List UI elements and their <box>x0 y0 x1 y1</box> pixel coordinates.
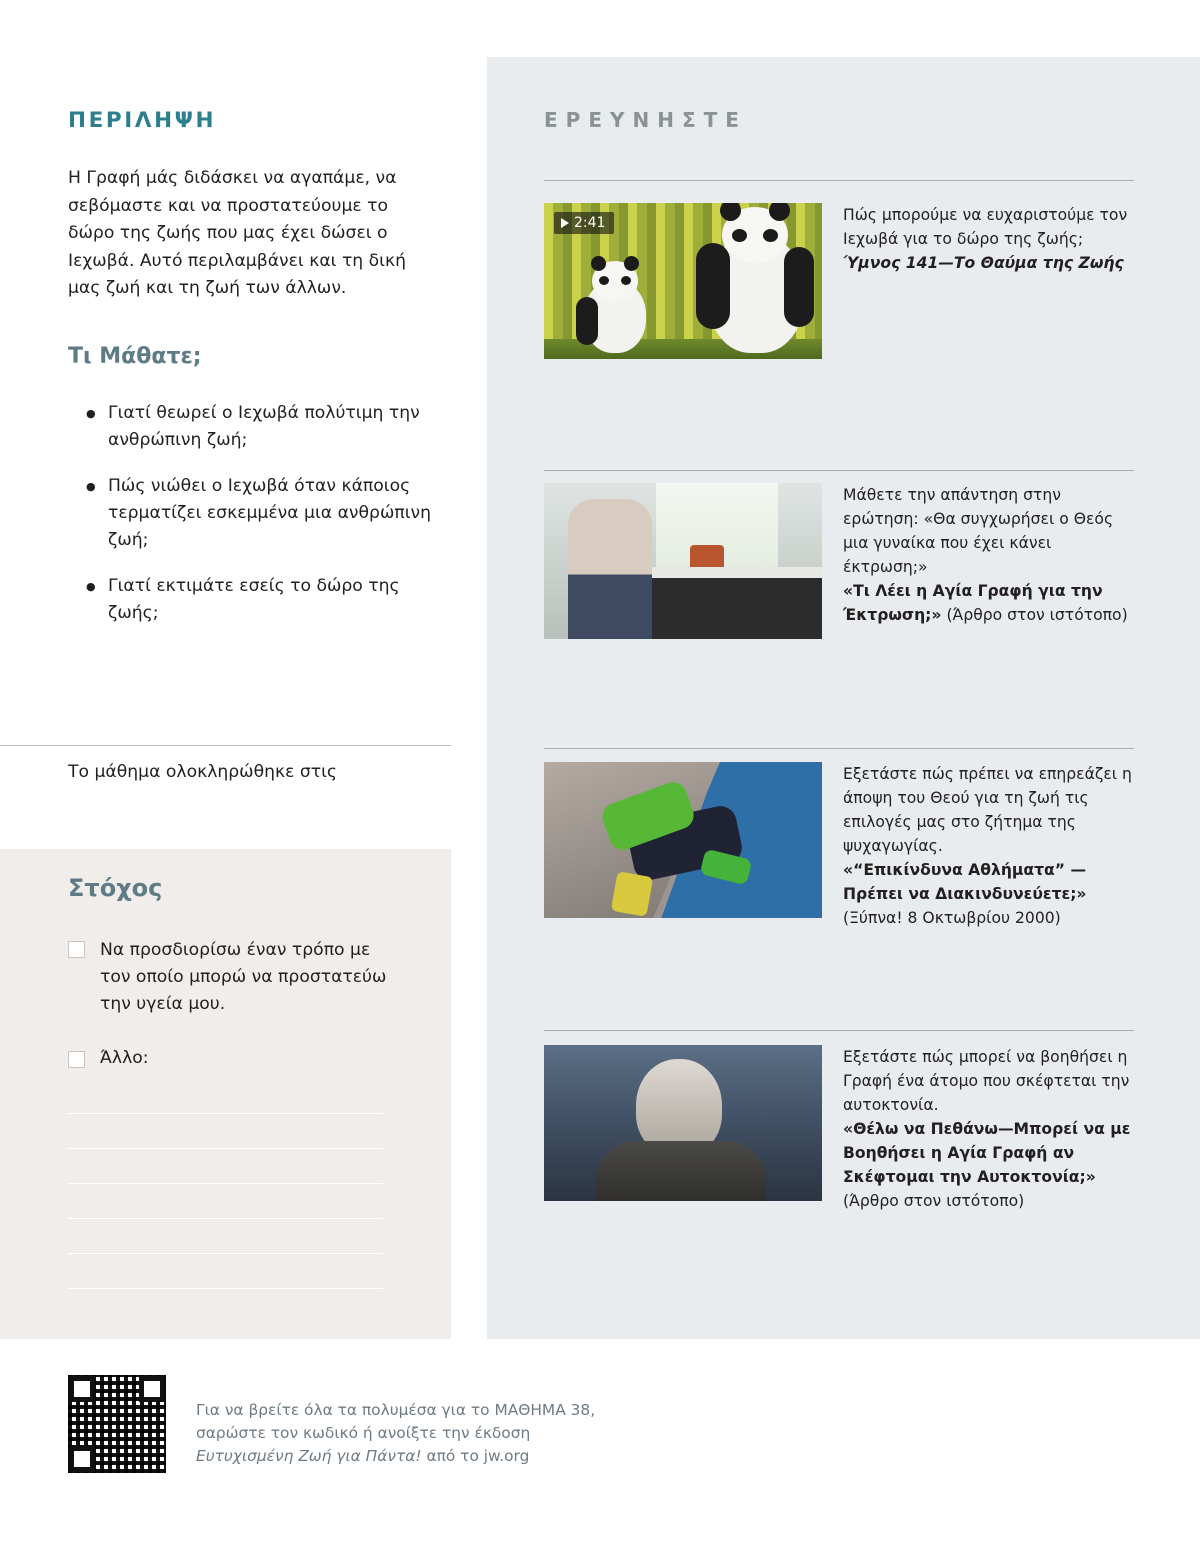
qr-corner <box>139 1376 165 1402</box>
goal-checkbox-2[interactable] <box>68 1051 85 1068</box>
divider <box>0 745 451 746</box>
divider <box>544 180 1134 181</box>
write-line[interactable] <box>68 1218 383 1219</box>
media-caption-4-suffix: (Άρθρο στον ιστότοπο) <box>843 1192 1025 1210</box>
media-caption-4-text: Εξετάστε πώς μπορεί να βοηθήσει η Γραφή ένα άτομο που σκέφτεται την αυτοκτονία. <box>843 1048 1130 1114</box>
divider <box>544 748 1134 749</box>
write-line[interactable] <box>68 1148 383 1149</box>
summary-paragraph: Η Γραφή μάς διδάσκει να αγαπάμε, να σεβόμαστε και να προστατεύουμε το δώρο της ζωής που μας έχει δώσει ο Ιεχωβά. Αυτό περιλαμβάνει και τη δική μας ζωή και τη ζωή των άλλων. <box>68 168 407 298</box>
ear-right <box>624 256 639 271</box>
list-item: ● Πώς νιώθει ο Ιεχωβά όταν κάποιος τερματίζει εσκεμμένα μια ανθρώπινη ζωή; <box>108 473 446 554</box>
learn-question-list <box>86 400 446 646</box>
media-caption-4 <box>843 1045 1135 1213</box>
footer-line-1: Για να βρείτε όλα τα πολυμέσα για το ΜΑΘΗΜΑ 38, <box>196 1401 596 1419</box>
footer-line-2: σαρώστε τον κωδικό ή ανοίξτε την έκδοση <box>196 1424 531 1442</box>
write-line[interactable] <box>68 1113 383 1114</box>
play-icon <box>561 218 569 228</box>
footer-line-3-rest: από το jw.org <box>421 1447 530 1465</box>
media-caption-3-text: Εξετάστε πώς πρέπει να επηρεάζει η άποψη του Θεού για τη ζωή τις επιλογές μας στο ζήτημα της ψυχαγωγίας. <box>843 765 1132 855</box>
list-item: ● Γιατί εκτιμάτε εσείς το δώρο της ζωής; <box>108 573 446 627</box>
write-line[interactable] <box>68 1288 383 1289</box>
woman-figure <box>568 499 652 639</box>
video-duration-badge <box>554 212 614 234</box>
summary-heading: ΠΕΡΙΛΗΨΗ <box>68 108 217 133</box>
lesson-completed-label: Το μάθημα ολοκληρώθηκε στις <box>68 762 338 782</box>
counter <box>626 567 822 639</box>
media-caption-1-text: Πώς μπορούμε να ευχαριστούμε τον Ιεχωβά για το δώρο της ζωής; <box>843 206 1128 248</box>
thoughtful-man-photo <box>544 1045 822 1201</box>
media-caption-3-suffix: (Ξύπνα! 8 Οκτωβρίου 2000) <box>843 909 1061 927</box>
media-caption-2-text: Μάθετε την απάντηση στην ερώτηση: «Θα συγχωρήσει ο Θεός μια γυναίκα που έχει κάνει έκτρωση;» <box>843 486 1114 576</box>
adult-panda-head <box>722 207 788 263</box>
divider <box>544 470 1134 471</box>
footer-publication-title: Ευτυχισμένη Ζωή για Πάντα! <box>196 1447 422 1465</box>
rock-climbing-photo <box>544 762 822 918</box>
eye-right <box>621 276 631 285</box>
climber-shoe <box>700 849 753 886</box>
media-thumbnail-climber[interactable] <box>544 762 822 918</box>
goal-checkbox-1[interactable] <box>68 941 85 958</box>
eye-right <box>763 229 778 242</box>
eye-left <box>732 229 747 242</box>
media-caption-3 <box>843 762 1135 930</box>
explore-heading: ΕΡΕΥΝΗΣΤΕ <box>544 108 747 132</box>
goal-item-2-label: Άλλο: <box>100 1048 149 1068</box>
goal-item-1-label: Να προσδιορίσω έναν τρόπο με τον οποίο μπορώ να προστατεύω την υγεία μου. <box>100 940 387 1014</box>
media-caption-2 <box>843 483 1135 627</box>
media-caption-2-suffix: (Άρθρο στον ιστότοπο) <box>941 606 1128 624</box>
media-caption-1 <box>843 203 1135 275</box>
qr-corner <box>69 1446 95 1472</box>
media-caption-1-reference[interactable]: Ύμνος 141—Το Θαύμα της Ζωής <box>843 254 1124 272</box>
media-thumbnail-kitchen[interactable] <box>544 483 822 639</box>
what-did-you-learn-heading: Τι Μάθατε; <box>68 344 202 369</box>
ear-left <box>720 203 741 221</box>
climber-sock <box>611 871 653 917</box>
goal-heading: Στόχος <box>68 874 163 902</box>
panda-cub-head <box>592 261 638 301</box>
ear-right <box>769 203 790 221</box>
write-line[interactable] <box>68 1253 383 1254</box>
media-thumbnail-panda[interactable] <box>544 203 822 359</box>
write-line[interactable] <box>68 1183 383 1184</box>
qr-code[interactable] <box>68 1375 166 1473</box>
left-column <box>0 0 487 1543</box>
list-item: ● Γιατί θεωρεί ο Ιεχωβά πολύτιμη την ανθρώπινη ζωή; <box>108 400 446 454</box>
goal-box <box>0 849 451 1339</box>
video-duration-text: 2:41 <box>574 215 606 231</box>
footer-note <box>196 1399 716 1468</box>
media-caption-2-reference[interactable]: «Τι Λέει η Αγία Γραφή για την Έκτρωση;» <box>843 582 1103 624</box>
media-caption-4-reference[interactable]: «Θέλω να Πεθάνω—Μπορεί να με Βοηθήσει η Αγία Γραφή αν Σκέφτομαι την Αυτοκτονία;» <box>843 1120 1131 1186</box>
statue-torso <box>596 1141 766 1201</box>
qr-corner <box>69 1376 95 1402</box>
eye-left <box>599 276 609 285</box>
media-thumbnail-statue[interactable] <box>544 1045 822 1201</box>
media-caption-3-reference[interactable]: «“Επικίνδυνα Αθλήματα” —Πρέπει να Διακινδυνεύετε;» <box>843 861 1087 903</box>
ear-left <box>591 256 606 271</box>
divider <box>544 1030 1134 1031</box>
kitchen-photo <box>544 483 822 639</box>
